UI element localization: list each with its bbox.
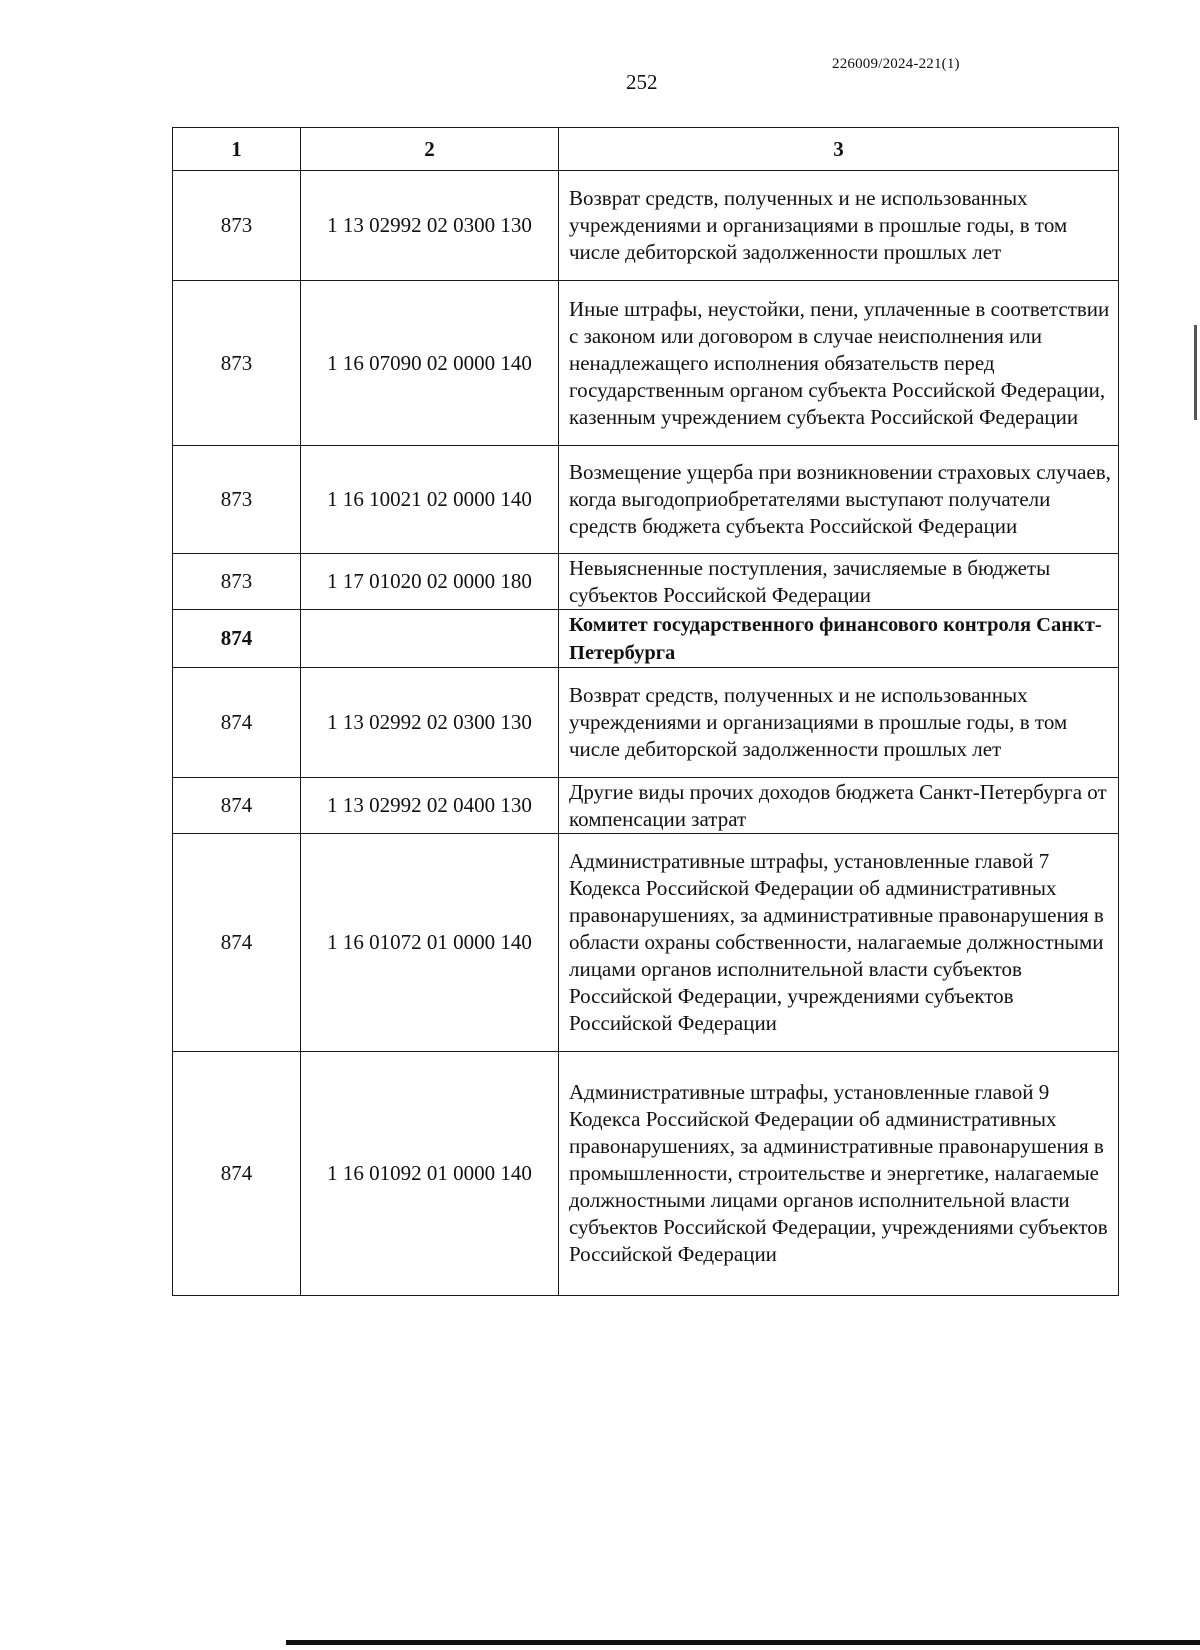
description-cell: Административные штрафы, установленные главой 7 Кодекса Российской Федерации об административных правонарушениях, за административные правонарушения в области охраны собственности, налагаемые должностными лицами органов исполнительной власти субъектов Российской Федерации, учреждениями субъектов Российской Федерации (559, 834, 1119, 1052)
column-header-3: 3 (559, 128, 1119, 171)
revenue-code-cell: 1 16 10021 02 0000 140 (301, 446, 559, 554)
table-row (173, 778, 1119, 834)
column-header-2: 2 (301, 128, 559, 171)
table-row (173, 281, 1119, 446)
revenue-code-cell: 1 16 07090 02 0000 140 (301, 281, 559, 446)
page-number: 252 (626, 70, 658, 94)
description-cell: Невыясненные поступления, зачисляемые в бюджеты субъектов Российской Федерации (559, 554, 1119, 610)
admin-code-cell: 874 (173, 668, 301, 778)
admin-code-cell: 873 (173, 554, 301, 610)
table-row (173, 171, 1119, 281)
description-cell: Возврат средств, полученных и не использованных учреждениями и организациями в прошлые годы, в том числе дебиторской задолженности прошлых лет (559, 171, 1119, 281)
description-cell: Возмещение ущерба при возникновении страховых случаев, когда выгодоприобретателями выступают получатели средств бюджета субъекта Российской Федерации (559, 446, 1119, 554)
table-row (173, 446, 1119, 554)
admin-code-cell: 874 (173, 834, 301, 1052)
table-row (173, 1052, 1119, 1296)
revenue-code-cell: 1 13 02992 02 0300 130 (301, 668, 559, 778)
document-number: 226009/2024-221(1) (832, 56, 960, 72)
revenue-code-cell: 1 16 01092 01 0000 140 (301, 1052, 559, 1296)
admin-code-cell: 873 (173, 446, 301, 554)
budget-revenue-table (172, 127, 1119, 1296)
scan-edge-mark (1194, 325, 1197, 420)
admin-code-cell: 873 (173, 281, 301, 446)
organization-row (173, 610, 1119, 668)
revenue-code-cell: 1 13 02992 02 0300 130 (301, 171, 559, 281)
table-row (173, 554, 1119, 610)
admin-code-cell: 874 (173, 778, 301, 834)
admin-code-cell: 873 (173, 171, 301, 281)
description-cell: Другие виды прочих доходов бюджета Санкт-Петербурга от компенсации затрат (559, 778, 1119, 834)
organization-name-cell: Комитет государственного финансового контроля Санкт-Петербурга (559, 610, 1119, 668)
scan-bottom-edge (286, 1640, 1200, 1645)
revenue-code-cell: 1 13 02992 02 0400 130 (301, 778, 559, 834)
admin-code-cell: 874 (173, 1052, 301, 1296)
description-cell: Возврат средств, полученных и не использованных учреждениями и организациями в прошлые годы, в том числе дебиторской задолженности прошлых лет (559, 668, 1119, 778)
table-row (173, 668, 1119, 778)
table-row (173, 834, 1119, 1052)
revenue-code-cell: 1 17 01020 02 0000 180 (301, 554, 559, 610)
admin-code-cell: 874 (173, 610, 301, 668)
description-cell: Административные штрафы, установленные главой 9 Кодекса Российской Федерации об административных правонарушениях, за административные правонарушения в промышленности, строительстве и энергетике, налагаемые должностными лицами органов исполнительной власти субъектов Российской Федерации, учреждениями субъектов Российской Федерации (559, 1052, 1119, 1296)
revenue-code-cell: 1 16 01072 01 0000 140 (301, 834, 559, 1052)
revenue-code-cell (301, 610, 559, 668)
table-header-row (173, 128, 1119, 171)
description-cell: Иные штрафы, неустойки, пени, уплаченные в соответствии с законом или договором в случае неисполнения или ненадлежащего исполнения обязательств перед государственным органом субъекта Российской Федерации, казенным учреждением субъекта Российской Федерации (559, 281, 1119, 446)
column-header-1: 1 (173, 128, 301, 171)
